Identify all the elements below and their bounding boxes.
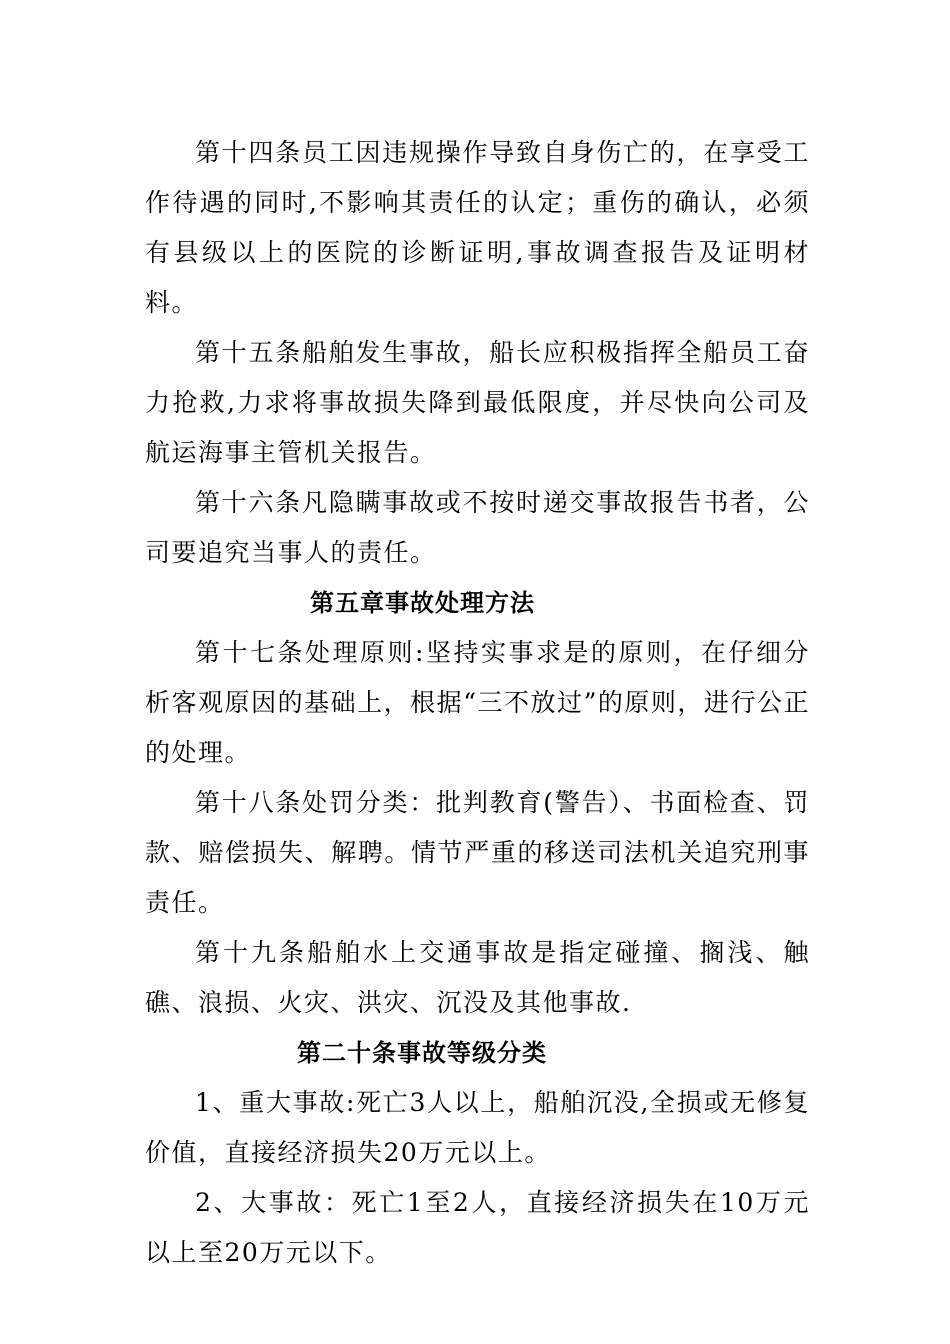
accident-level-2: 2、大事故：死亡1至2人，直接经济损失在10万元以上至20万元以下。 xyxy=(145,1188,810,1267)
accident-level-1: 1、重大事故:死亡3人以上，船舶沉没,全损或无修复价值，直接经济损失20万元以上。 xyxy=(145,1088,810,1167)
article-18: 第十八条处罚分类：批判教育(警告）、书面检查、罚款、赔偿损失、解聘。情节严重的移送司法机关追究刑事责任。 xyxy=(145,788,810,917)
article-16: 第十六条凡隐瞒事故或不按时递交事故报告书者，公司要追究当事人的责任。 xyxy=(145,488,810,567)
article-14: 第十四条员工因违规操作导致自身伤亡的，在享受工作待遇的同时,不影响其责任的认定；重伤的确认，必须有县级以上的医院的诊断证明,事故调查报告及证明材料。 xyxy=(145,138,810,317)
chapter-5-heading: 第五章事故处理方法 xyxy=(310,589,535,617)
article-15: 第十五条船舶发生事故，船长应积极指挥全船员工奋力抢救,力求将事故损失降到最低限度，并尽快向公司及航运海事主管机关报告。 xyxy=(145,338,810,467)
article-20-heading: 第二十条事故等级分类 xyxy=(297,1039,547,1067)
document-body xyxy=(145,128,810,1278)
article-17: 第十七条处理原则:坚持实事求是的原则，在仔细分析客观原因的基础上，根据“三不放过”的原则，进行公正的处理。 xyxy=(145,638,810,767)
article-19: 第十九条船舶水上交通事故是指定碰撞、搁浅、触礁、浪损、火灾、洪灾、沉没及其他事故. xyxy=(145,938,810,1017)
